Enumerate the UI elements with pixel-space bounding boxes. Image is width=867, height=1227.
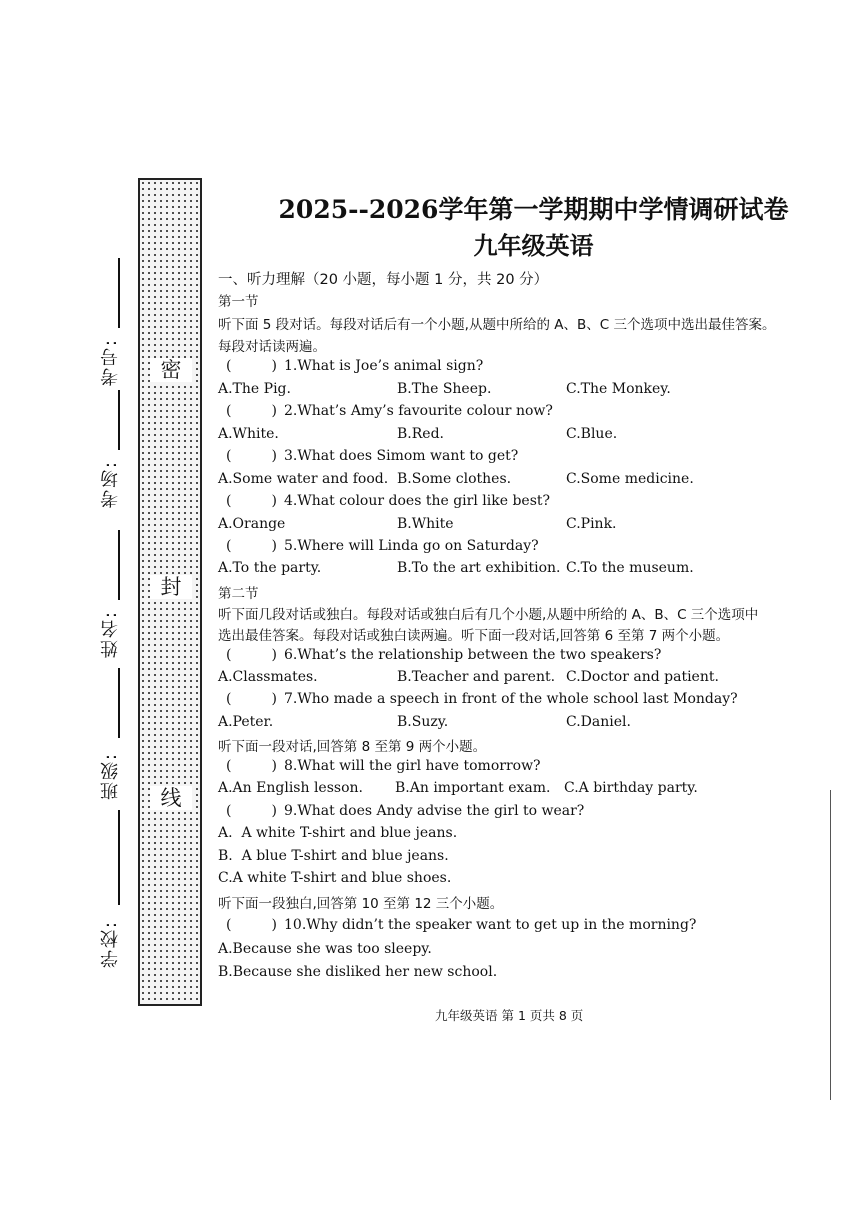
q9-option-a[interactable]: A. A white T-shirt and blue jeans. — [218, 825, 458, 841]
question-6: ( ) 6.What’s the relationship between the two speakers? — [226, 647, 662, 663]
q1-option-a[interactable]: A.The Pig. — [218, 381, 291, 397]
question-3: ( ) 3.What does Simom want to get? — [226, 448, 519, 464]
part1-instruction-1: 听下面 5 段对话。每段对话后有一个小题,从题中所给的 A、B、C 三个选项中选出最佳答案。 — [218, 317, 776, 333]
note-q10-12: 听下面一段独白,回答第 10 至第 12 三个小题。 — [218, 896, 504, 912]
q2-option-a[interactable]: A.White. — [218, 426, 279, 442]
question-1: ( ) 1.What is Joe’s animal sign? — [226, 358, 484, 374]
q4-option-c[interactable]: C.Pink. — [566, 516, 617, 532]
seal-char-feng: 封 — [150, 575, 192, 599]
q1-option-b[interactable]: B.The Sheep. — [397, 381, 492, 397]
field-label-exam-number: 考号: — [100, 338, 121, 387]
part1-instruction-2: 每段对话读两遍。 — [218, 339, 326, 355]
part2-title: 第二节 — [218, 586, 259, 602]
q8-option-c[interactable]: C.A birthday party. — [564, 780, 698, 796]
field-label-name: 姓名: — [100, 610, 121, 659]
page-title: 2025--2026学年第一学期期中学情调研试卷 — [278, 195, 789, 224]
field-line-exam-room — [118, 390, 120, 450]
scan-edge-line — [830, 790, 831, 1100]
question-7: ( ) 7.Who made a speech in front of the whole school last Monday? — [226, 691, 738, 707]
field-label-class: 班级: — [100, 752, 121, 801]
field-line-school — [118, 810, 120, 905]
q3-option-b[interactable]: B.Some clothes. — [397, 471, 512, 487]
q3-option-a[interactable]: A.Some water and food. — [218, 471, 389, 487]
q9-option-b[interactable]: B. A blue T-shirt and blue jeans. — [218, 848, 449, 864]
page-footer: 九年级英语 第 1 页共 8 页 — [435, 1008, 584, 1023]
field-label-exam-room: 考场: — [100, 460, 121, 509]
question-9: ( ) 9.What does Andy advise the girl to wear? — [226, 803, 585, 819]
question-2: ( ) 2.What’s Amy’s favourite colour now? — [226, 403, 553, 419]
q10-option-a[interactable]: A.Because she was too sleepy. — [218, 941, 432, 957]
q6-option-a[interactable]: A.Classmates. — [218, 669, 318, 685]
q7-option-c[interactable]: C.Daniel. — [566, 714, 631, 730]
q2-option-c[interactable]: C.Blue. — [566, 426, 618, 442]
q5-option-c[interactable]: C.To the museum. — [566, 560, 694, 576]
page-subtitle: 九年级英语 — [473, 231, 594, 260]
q7-option-b[interactable]: B.Suzy. — [397, 714, 449, 730]
q9-option-c[interactable]: C.A white T-shirt and blue shoes. — [218, 870, 452, 886]
question-5: ( ) 5.Where will Linda go on Saturday? — [226, 538, 539, 554]
q6-option-b[interactable]: B.Teacher and parent. — [397, 669, 556, 685]
q5-option-b[interactable]: B.To the art exhibition. — [397, 560, 561, 576]
field-line-name — [118, 530, 120, 600]
q8-option-a[interactable]: A.An English lesson. — [218, 780, 363, 796]
note-q8-9: 听下面一段对话,回答第 8 至第 9 两个小题。 — [218, 739, 487, 755]
q2-option-b[interactable]: B.Red. — [397, 426, 444, 442]
q1-option-c[interactable]: C.The Monkey. — [566, 381, 671, 397]
question-10: ( ) 10.Why didn’t the speaker want to get up in the morning? — [226, 917, 697, 933]
q10-option-b[interactable]: B.Because she disliked her new school. — [218, 964, 498, 980]
q5-option-a[interactable]: A.To the party. — [218, 560, 322, 576]
q8-option-b[interactable]: B.An important exam. — [395, 780, 551, 796]
q3-option-c[interactable]: C.Some medicine. — [566, 471, 694, 487]
field-label-school: 学校: — [100, 920, 121, 969]
seal-char-xian: 线 — [150, 786, 192, 810]
field-line-class — [118, 668, 120, 738]
part2-instruction-2: 选出最佳答案。每段对话或独白读两遍。听下面一段对话,回答第 6 至第 7 两个小题。 — [218, 628, 730, 644]
question-8: ( ) 8.What will the girl have tomorrow? — [226, 758, 541, 774]
q6-option-c[interactable]: C.Doctor and patient. — [566, 669, 719, 685]
q7-option-a[interactable]: A.Peter. — [218, 714, 274, 730]
q4-option-a[interactable]: A.Orange — [218, 516, 286, 532]
q4-option-b[interactable]: B.White — [397, 516, 454, 532]
part2-instruction-1: 听下面几段对话或独白。每段对话或独白后有几个小题,从题中所给的 A、B、C 三个选项中 — [218, 607, 759, 623]
seal-char-mi: 密 — [150, 358, 192, 382]
question-4: ( ) 4.What colour does the girl like best? — [226, 493, 551, 509]
section-heading: 一、听力理解（20 小题，每小题 1 分，共 20 分） — [218, 272, 549, 288]
part1-title: 第一节 — [218, 294, 259, 310]
field-line-exam-number — [118, 258, 120, 328]
